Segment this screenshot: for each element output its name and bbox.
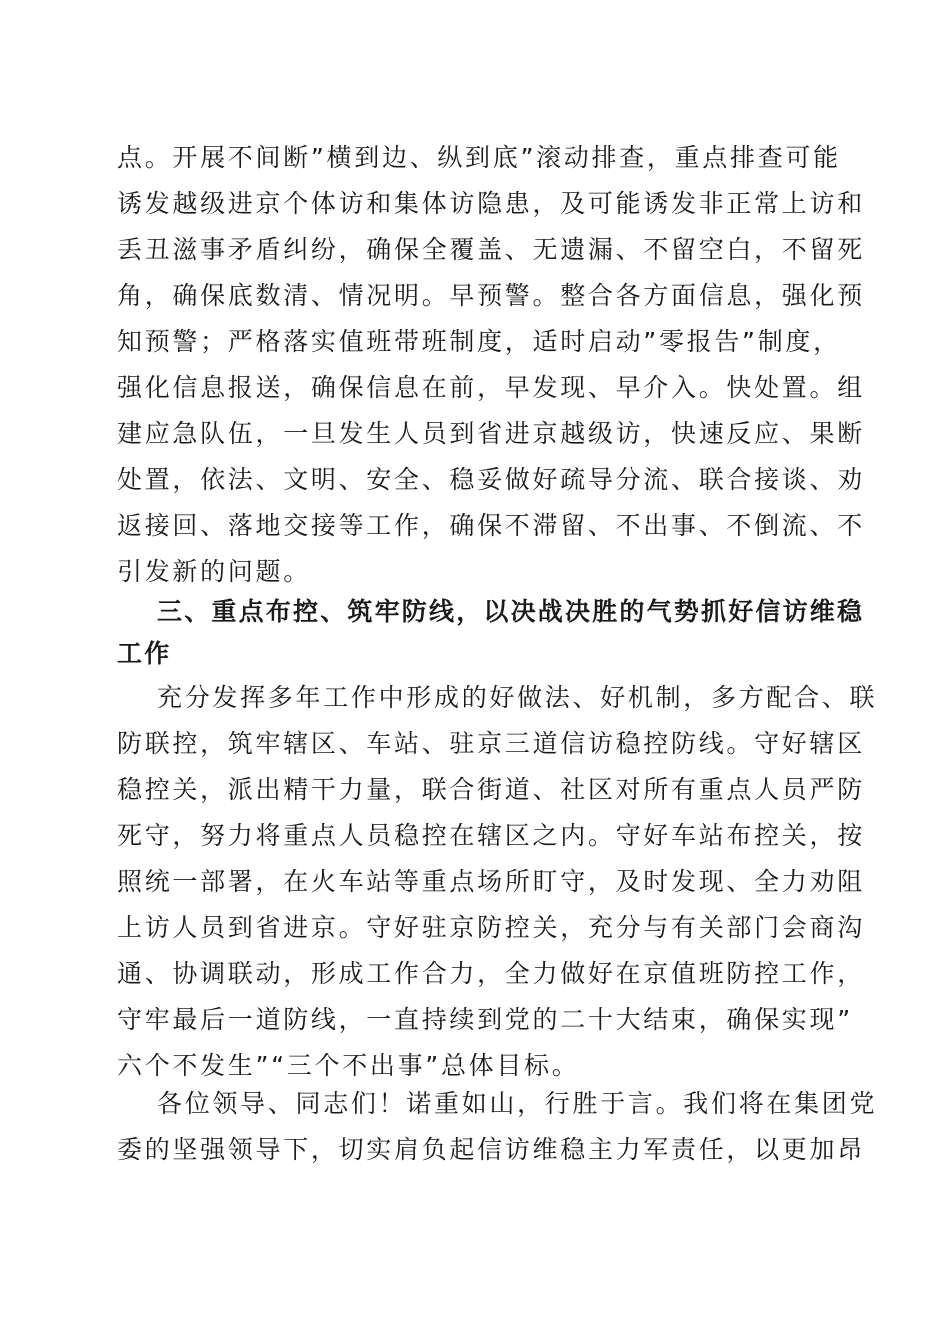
text-line: 丢丑滋事矛盾纠纷，确保全覆盖、无遗漏、不留空白，不留死 <box>117 235 865 264</box>
text-line: 诱发越级进京个体访和集体访隐患，及可能诱发非正常上访和 <box>117 189 865 218</box>
heading-line: 三、重点布控、筑牢防线，以决战决胜的气势抓好信访维稳 <box>157 597 865 626</box>
text-line: 六个不发生”“三个不出事”总体目标。 <box>117 1051 580 1080</box>
text-line: 防联控，筑牢辖区、车站、驻京三道信访稳控防线。守好辖区 <box>117 729 865 758</box>
text-line: 建应急队伍，一旦发生人员到省进京越级访，快速反应、果断 <box>117 419 865 448</box>
heading-line: 工作 <box>117 639 172 668</box>
text-line: 委的坚强领导下，切实肩负起信访维稳主力军责任，以更加昂 <box>117 1135 865 1164</box>
text-line: 强化信息报送，确保信息在前，早发现、早介入。快处置。组 <box>117 373 865 402</box>
text-line: 角，确保底数清、情况明。早预警。整合各方面信息，强化预 <box>117 281 865 310</box>
text-line: 处置，依法、文明、安全、稳妥做好疏导分流、联合接谈、劝 <box>117 465 865 494</box>
text-line: 上访人员到省进京。守好驻京防控关，充分与有关部门会商沟 <box>117 913 865 942</box>
text-line: 稳控关，派出精干力量，联合街道、社区对所有重点人员严防 <box>117 775 865 804</box>
text-line: 知预警；严格落实值班带班制度，适时启动”零报告”制度， <box>117 327 841 356</box>
text-line: 充分发挥多年工作中形成的好做法、好机制，多方配合、联 <box>157 683 878 712</box>
text-line: 死守，努力将重点人员稳控在辖区之内。守好车站布控关，按 <box>117 821 865 850</box>
text-line: 守牢最后一道防线，一直持续到党的二十大结束，确保实现” <box>117 1005 853 1034</box>
text-line: 各位领导、同志们！诺重如山，行胜于言。我们将在集团党 <box>157 1089 878 1118</box>
text-line: 引发新的问题。 <box>117 557 311 586</box>
text-line: 照统一部署，在火车站等重点场所盯守，及时发现、全力劝阻 <box>117 867 865 896</box>
text-line: 返接回、落地交接等工作，确保不滞留、不出事、不倒流、不 <box>117 511 865 540</box>
text-line: 通、协调联动，形成工作合力，全力做好在京值班防控工作， <box>117 959 865 988</box>
text-line: 点。开展不间断”横到边、纵到底”滚动排查，重点排查可能 <box>117 143 841 172</box>
